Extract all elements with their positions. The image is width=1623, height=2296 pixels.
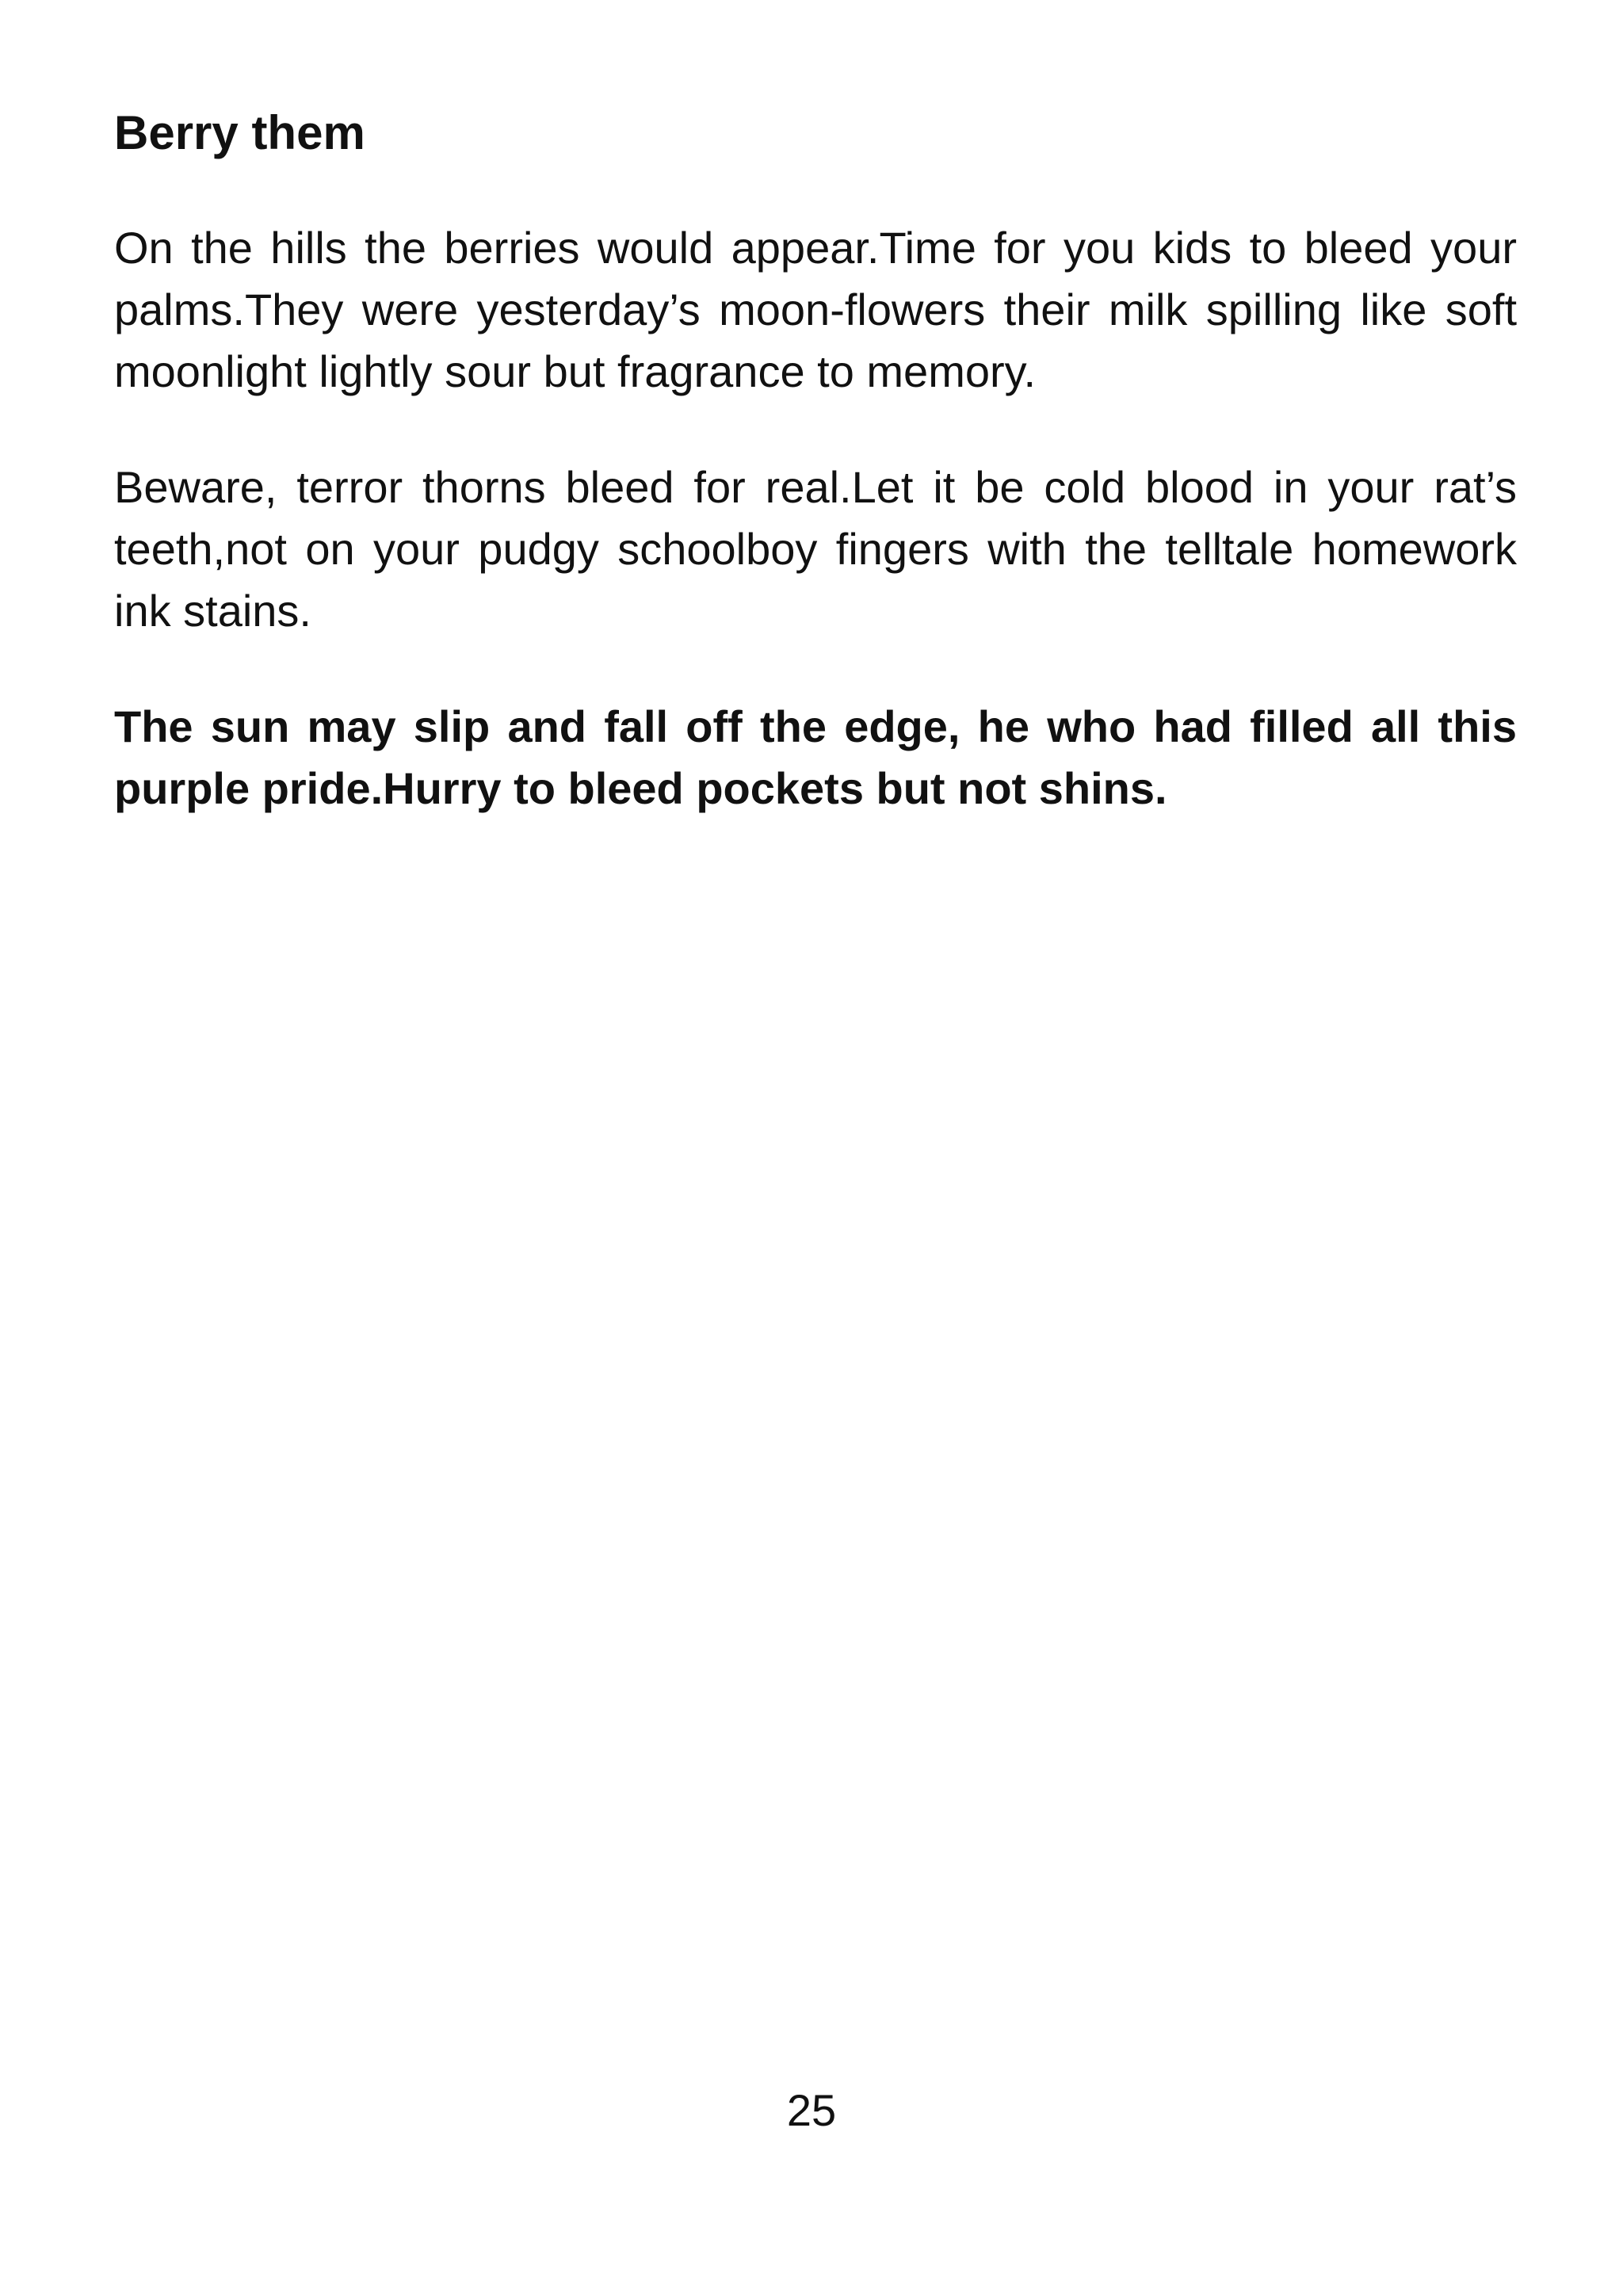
poem-title: Berry them [114,106,365,159]
paragraph-1: On the hills the berries would appear.Time for you kids to bleed your palms.They were yesterday’s moon-flowers their milk spilling like soft moonlight lightly sour but fragrance to memory. [114,223,1517,396]
paragraph-3: The sun may slip and fall off the edge, he who had filled all this purple pride.Hurry to bleed pockets but not shins. [114,701,1517,813]
paragraph-2: Beware, terror thorns bleed for real.Let it be cold blood in your rat’s teeth,not on your pudgy schoolboy fingers with the telltale homework ink stains. [114,462,1517,636]
page-content [114,95,1517,819]
page-number: 25 [786,2085,837,2135]
